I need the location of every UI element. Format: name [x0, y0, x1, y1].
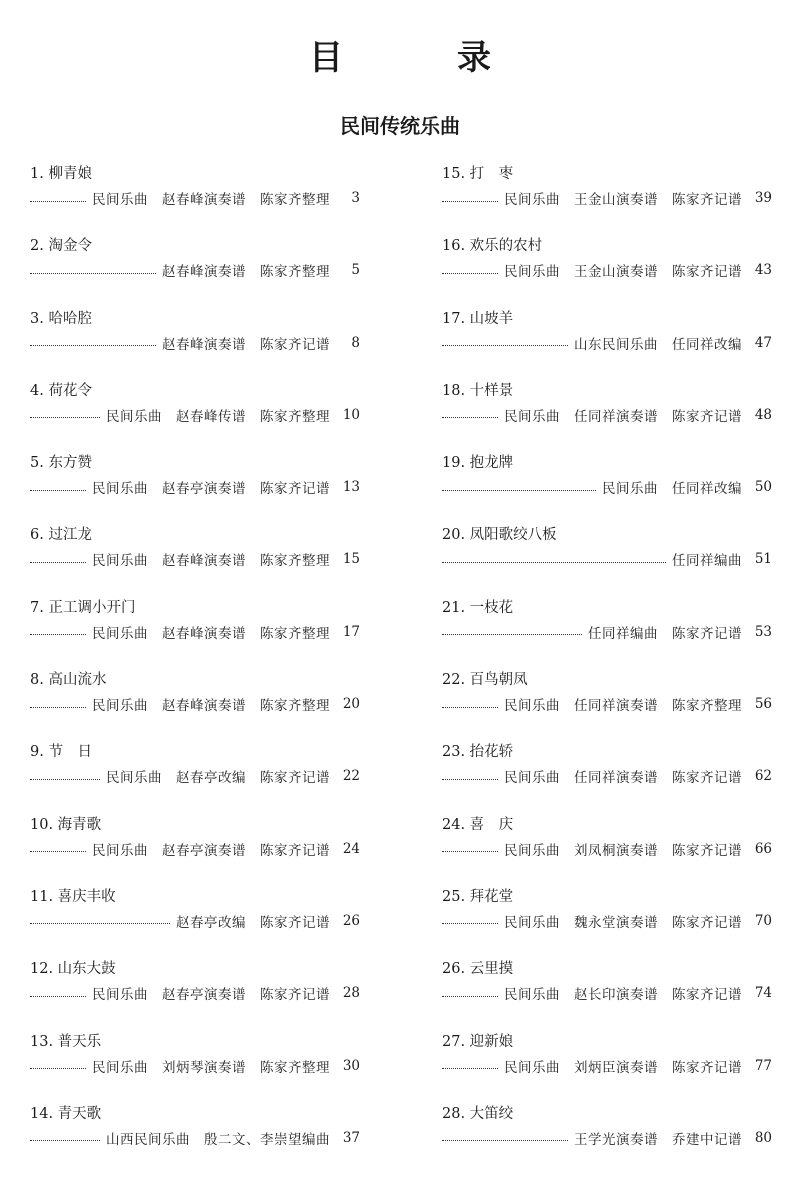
toc-entry-page-number: 48: [754, 406, 772, 423]
section-title: 民间传统乐曲: [340, 114, 460, 138]
toc-entry-line: [30, 405, 360, 425]
toc-entry-title: 5. 东方赞: [30, 455, 92, 472]
toc-entry-title: 23. 抬花轿: [442, 744, 514, 761]
dot-leader: [30, 562, 86, 563]
toc-entry-line: [442, 333, 772, 353]
toc-entry-line: [442, 622, 772, 642]
toc-entry: [442, 594, 772, 666]
toc-entry-title: 11. 喜庆丰收: [30, 888, 116, 905]
toc-entry: [30, 232, 360, 304]
dot-leader: [442, 707, 498, 708]
toc-entry-line: [442, 260, 772, 280]
toc-entry-credit: 民间乐曲 赵春峰演奏谱 陈家齐整理: [92, 553, 330, 570]
toc-entry-line: [30, 477, 360, 497]
toc-entry: [442, 883, 772, 955]
dot-leader: [442, 201, 498, 202]
toc-entry-credit: 山东民间乐曲 任同祥改编: [574, 336, 742, 353]
toc-entry: [442, 521, 772, 593]
toc-entry: [30, 594, 360, 666]
toc-entry-title: 18. 十样景: [442, 382, 514, 399]
toc-entry-credit: 赵春亭改编 陈家齐记谱: [176, 914, 330, 931]
toc-entry: [442, 1100, 772, 1172]
toc-entry-title: 22. 百鸟朝凤: [442, 672, 528, 689]
toc-entry-credit: 民间乐曲 赵春峰演奏谱 陈家齐整理: [92, 625, 330, 642]
toc-entry-line: [30, 188, 360, 208]
toc-entry-line: [442, 766, 772, 786]
toc-entry: [442, 955, 772, 1027]
toc-entry-page-number: 37: [342, 1129, 360, 1146]
toc-entry-credit: 民间乐曲 王金山演奏谱 陈家齐记谱: [504, 264, 742, 281]
toc-entry: [442, 1028, 772, 1100]
toc-entry-credit: 赵春峰演奏谱 陈家齐记谱: [162, 336, 330, 353]
toc-entry: [30, 1028, 360, 1100]
dot-leader: [442, 490, 596, 491]
toc-entry-page-number: 51: [754, 551, 772, 568]
toc-entry: [30, 377, 360, 449]
toc-entry-title: 26. 云里摸: [442, 961, 514, 978]
toc-entry: [442, 738, 772, 810]
toc-entry-title: 7. 正工调小开门: [30, 599, 136, 616]
toc-entry-line: [30, 911, 360, 931]
toc-entry-credit: 民间乐曲 赵春亭演奏谱 陈家齐记谱: [92, 987, 330, 1004]
toc-entry-credit: 民间乐曲 刘炳臣演奏谱 陈家齐记谱: [504, 1059, 742, 1076]
toc-entry: [442, 160, 772, 232]
toc-entry-credit: 民间乐曲 刘炳琴演奏谱 陈家齐整理: [92, 1059, 330, 1076]
toc-entry-line: [30, 622, 360, 642]
toc-entry-title: 24. 喜 庆: [442, 816, 514, 833]
toc-entry-page-number: 10: [342, 406, 360, 423]
toc-entry-page-number: 39: [754, 190, 772, 206]
toc-entry-line: [442, 911, 772, 931]
dot-leader: [30, 1068, 86, 1069]
toc-entry-page-number: 74: [754, 985, 772, 1002]
dot-leader: [442, 1068, 498, 1069]
toc-column-left: [30, 160, 360, 1172]
toc-entry: [442, 305, 772, 377]
dot-leader: [442, 634, 582, 635]
toc-entry-page-number: 80: [754, 1129, 772, 1146]
dot-leader: [30, 490, 86, 491]
toc-entry-line: [30, 1128, 360, 1148]
dot-leader: [30, 201, 86, 202]
toc-entry-title: 10. 海青歌: [30, 816, 102, 833]
toc-entry-credit: 任同祥编曲 陈家齐记谱: [588, 625, 742, 642]
toc-entry-line: [442, 405, 772, 425]
toc-entry: [30, 883, 360, 955]
dot-leader: [30, 779, 100, 780]
toc-entry-title: 12. 山东大鼓: [30, 961, 116, 978]
dot-leader: [30, 345, 156, 346]
dot-leader: [442, 562, 666, 563]
dot-leader: [442, 1140, 568, 1141]
dot-leader: [442, 345, 568, 346]
dot-leader: [442, 996, 498, 997]
toc-entry-credit: 民间乐曲 任同祥演奏谱 陈家齐记谱: [504, 770, 742, 787]
toc-entry: [442, 377, 772, 449]
toc-entry-line: [442, 983, 772, 1003]
dot-leader: [442, 851, 498, 852]
toc-entry: [30, 955, 360, 1027]
toc-entry-page-number: 15: [342, 551, 360, 568]
toc-entry-page-number: 13: [342, 479, 360, 496]
toc-entry-credit: 民间乐曲 魏永堂演奏谱 陈家齐记谱: [504, 914, 742, 931]
toc-entry-credit: 王学光演奏谱 乔建中记谱: [574, 1131, 742, 1148]
toc-entry-credit: 民间乐曲 赵春峰传谱 陈家齐整理: [106, 408, 330, 425]
toc-entry: [30, 666, 360, 738]
toc-entry-page-number: 8: [351, 334, 360, 351]
dot-leader: [442, 779, 498, 780]
toc-entry-page-number: 22: [342, 768, 360, 785]
toc-entry: [442, 449, 772, 521]
dot-leader: [30, 417, 100, 418]
toc-entry-title: 6. 过江龙: [30, 527, 92, 544]
toc-entry-line: [442, 694, 772, 714]
dot-leader: [30, 634, 86, 635]
toc-entry-title: 8. 高山流水: [30, 672, 107, 689]
toc-entry-line: [442, 188, 772, 208]
toc-entry-title: 15. 打 枣: [442, 166, 514, 182]
toc-entry-title: 21. 一枝花: [442, 599, 514, 616]
toc-entry-page-number: 50: [754, 479, 772, 496]
toc-entry: [30, 811, 360, 883]
toc-entry-credit: 民间乐曲 王金山演奏谱 陈家齐记谱: [504, 192, 742, 208]
toc-entry-line: [30, 766, 360, 786]
toc-entry-title: 16. 欢乐的农村: [442, 238, 543, 255]
toc-entry-credit: 任同祥编曲: [672, 553, 742, 570]
toc-entry-credit: 民间乐曲 刘凤桐演奏谱 陈家齐记谱: [504, 842, 742, 859]
toc-entry-page-number: 5: [351, 262, 360, 279]
toc-entry-title: 19. 抱龙牌: [442, 455, 514, 472]
toc-entry: [30, 160, 360, 232]
toc-entry-title: 14. 青天歌: [30, 1105, 102, 1122]
toc-entry-title: 9. 节 日: [30, 744, 92, 761]
page-title: 目 录: [309, 38, 531, 78]
toc-entry-page-number: 53: [754, 623, 772, 640]
dot-leader: [30, 1140, 100, 1141]
toc-entry-title: 1. 柳青娘: [30, 166, 92, 182]
dot-leader: [442, 273, 498, 274]
toc-entry-title: 28. 大笛绞: [442, 1105, 514, 1122]
dot-leader: [442, 923, 498, 924]
toc-entry-page-number: 30: [342, 1057, 360, 1074]
toc-entry-credit: 民间乐曲 赵春亭演奏谱 陈家齐记谱: [92, 842, 330, 859]
toc-entry-line: [442, 839, 772, 859]
toc-entry: [442, 232, 772, 304]
toc-entry-title: 27. 迎新娘: [442, 1033, 514, 1050]
toc-entry-credit: 民间乐曲 赵春亭演奏谱 陈家齐记谱: [92, 481, 330, 498]
toc-entry: [30, 1100, 360, 1172]
toc-entry: [30, 521, 360, 593]
toc-entry-credit: 民间乐曲 赵长印演奏谱 陈家齐记谱: [504, 987, 742, 1004]
toc-entry-page-number: 66: [754, 840, 772, 857]
dot-leader: [30, 707, 86, 708]
toc-entry-line: [30, 333, 360, 353]
toc-entry-credit: 民间乐曲 赵春亭改编 陈家齐记谱: [106, 770, 330, 787]
toc-entry-line: [30, 839, 360, 859]
toc-entry-line: [30, 549, 360, 569]
dot-leader: [30, 996, 86, 997]
toc-entry-credit: 民间乐曲 赵春峰演奏谱 陈家齐整理: [92, 698, 330, 715]
toc-entry-credit: 民间乐曲 任同祥演奏谱 陈家齐记谱: [504, 408, 742, 425]
toc-entry-page-number: 3: [351, 190, 360, 206]
toc-entry-page-number: 20: [342, 696, 360, 713]
toc-entry-credit: 民间乐曲 任同祥演奏谱 陈家齐整理: [504, 698, 742, 715]
toc-entry-line: [442, 1056, 772, 1076]
toc-entry-page-number: 28: [342, 985, 360, 1002]
toc-entry-credit: 民间乐曲 任同祥改编: [602, 481, 742, 498]
dot-leader: [30, 923, 170, 924]
toc-entry-page-number: 43: [754, 262, 772, 279]
toc-entry: [30, 449, 360, 521]
toc-entry-title: 2. 淘金令: [30, 238, 92, 255]
toc-entry-page-number: 17: [342, 623, 360, 640]
toc-entry-title: 20. 凤阳歌绞八板: [442, 527, 557, 544]
toc-entry-page-number: 47: [754, 334, 772, 351]
toc-entry-line: [30, 1056, 360, 1076]
toc-entry-title: 3. 哈哈腔: [30, 310, 92, 327]
dot-leader: [30, 273, 156, 274]
toc-entry-line: [442, 549, 772, 569]
toc-entry-line: [442, 477, 772, 497]
toc-entry-line: [442, 1128, 772, 1148]
toc-entry-line: [30, 694, 360, 714]
toc-entry: [442, 666, 772, 738]
toc-entry-title: 17. 山坡羊: [442, 310, 514, 327]
dot-leader: [30, 851, 86, 852]
toc-entry-page-number: 70: [754, 912, 772, 929]
toc-entry-title: 13. 普天乐: [30, 1033, 102, 1050]
dot-leader: [442, 417, 498, 418]
toc-entry-page-number: 77: [754, 1057, 772, 1074]
toc-entry-page-number: 62: [754, 768, 772, 785]
toc-entry-line: [30, 983, 360, 1003]
toc-entry-page-number: 26: [342, 912, 360, 929]
toc-entry: [30, 738, 360, 810]
toc-entry-title: 25. 拜花堂: [442, 888, 514, 905]
toc-entry: [442, 811, 772, 883]
toc-entry-line: [30, 260, 360, 280]
toc-entry-page-number: 56: [754, 696, 772, 713]
toc-column-right: [442, 160, 772, 1172]
toc-entry-title: 4. 荷花令: [30, 382, 92, 399]
toc-entry-credit: 山西民间乐曲 殷二文、李崇望编曲: [106, 1131, 330, 1148]
toc-entry-page-number: 24: [342, 840, 360, 857]
toc-entry-credit: 赵春峰演奏谱 陈家齐整理: [162, 264, 330, 281]
toc-entry: [30, 305, 360, 377]
toc-entry-credit: 民间乐曲 赵春峰演奏谱 陈家齐整理: [92, 192, 330, 208]
